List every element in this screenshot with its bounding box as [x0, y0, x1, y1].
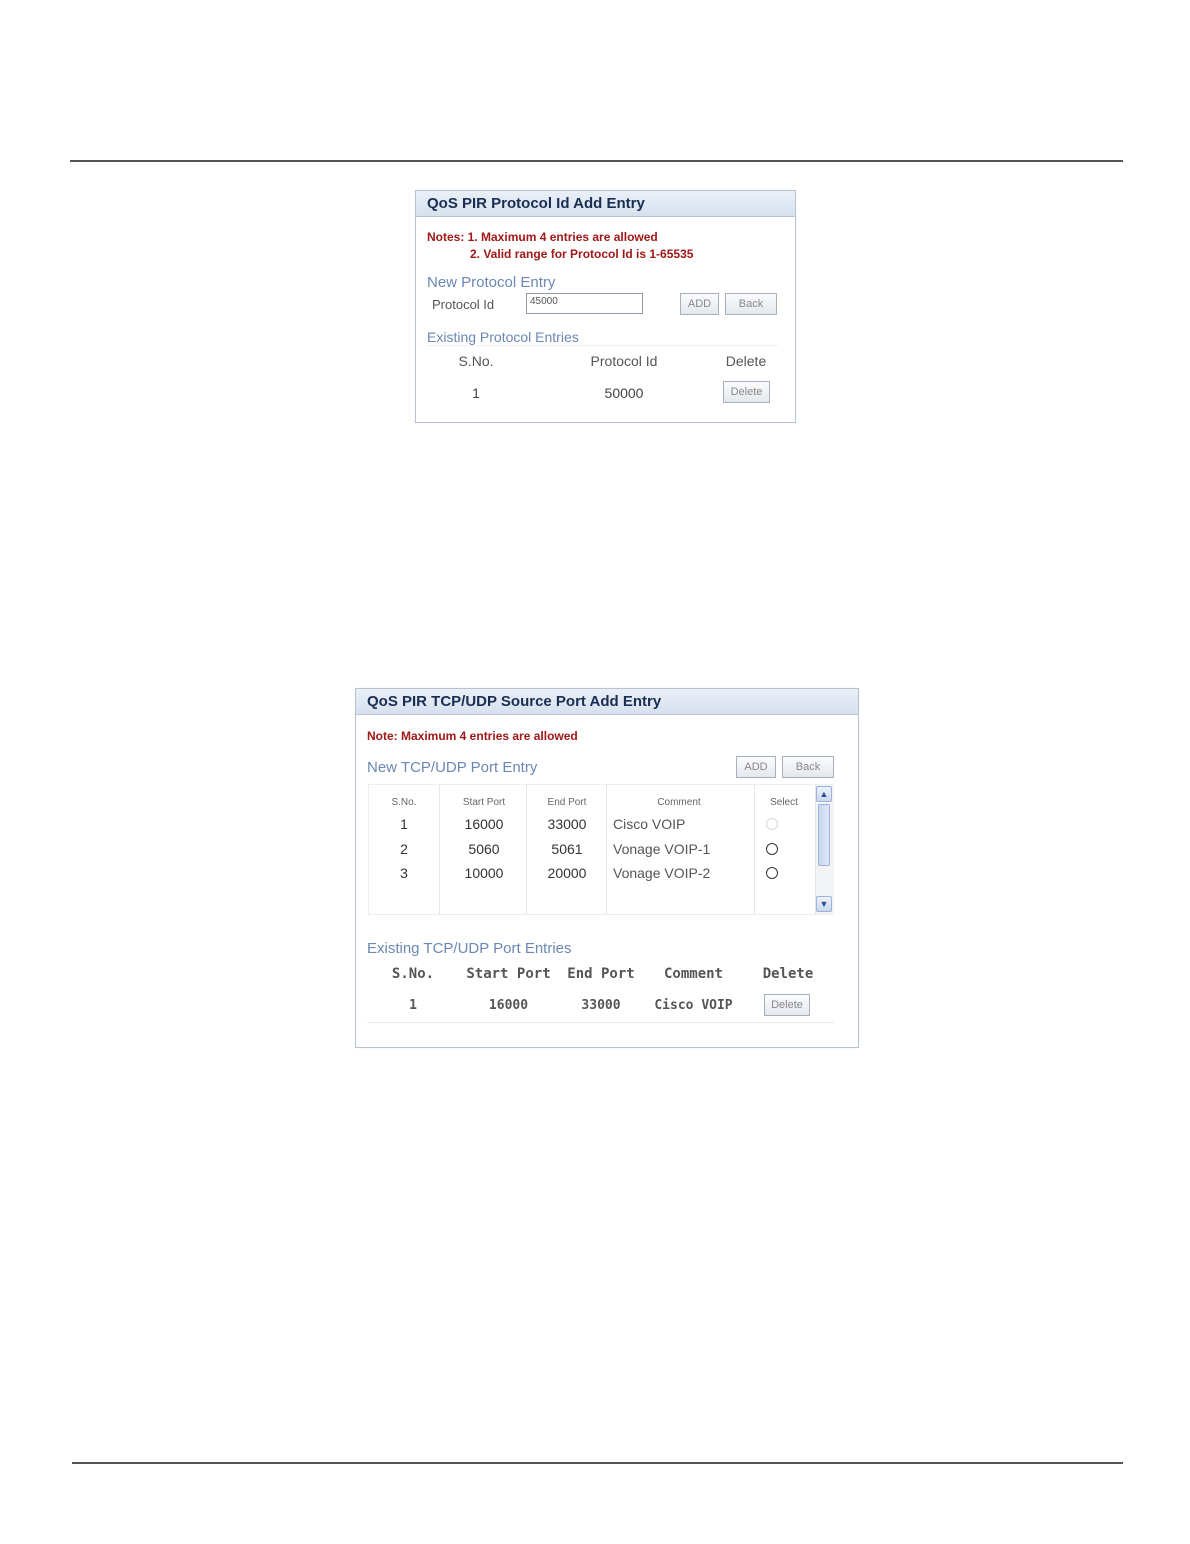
scrollbar-thumb[interactable] [818, 804, 830, 866]
column-header-protocol-id: Protocol Id [590, 353, 658, 369]
list-header-sno: S.No. [391, 797, 417, 808]
new-port-section-heading: New TCP/UDP Port Entry [367, 759, 538, 776]
list-row-2-end-port: 5061 [551, 841, 583, 857]
protocol-id-label: Protocol Id [432, 297, 495, 312]
list-row-2-start-port: 5060 [468, 841, 500, 857]
column-divider [606, 785, 607, 914]
existing-row-sno: 1 [409, 998, 417, 1013]
bottom-divider [72, 1462, 1123, 1464]
back-button[interactable]: Back [725, 293, 777, 315]
list-row-2-select-radio[interactable] [766, 843, 778, 855]
existing-port-section-heading: Existing TCP/UDP Port Entries [367, 940, 572, 957]
column-header-delete: Delete [725, 353, 767, 369]
list-row-3-sno: 3 [400, 865, 408, 881]
list-row-3-comment: Vonage VOIP-2 [613, 865, 711, 881]
list-row-1-end-port: 33000 [547, 816, 587, 832]
new-protocol-section-heading: New Protocol Entry [427, 274, 556, 291]
existing-header-comment: Comment [663, 966, 723, 982]
existing-header-start-port: Start Port [466, 966, 551, 982]
panel-title: QoS PIR Protocol Id Add Entry [416, 191, 795, 217]
list-header-comment: Comment [657, 797, 701, 808]
row-protocol-id: 50000 [604, 385, 644, 401]
add-button[interactable]: ADD [736, 756, 776, 778]
existing-row-comment: Cisco VOIP [654, 998, 733, 1013]
notes-line-2: 2. Valid range for Protocol Id is 1-65535 [470, 247, 694, 261]
column-divider [754, 785, 755, 914]
notes-line-1: Notes: 1. Maximum 4 entries are allowed [427, 230, 658, 244]
list-row-3-select-radio[interactable] [766, 867, 778, 879]
list-row-2-sno: 2 [400, 841, 408, 857]
back-button[interactable]: Back [782, 756, 834, 778]
scroll-down-icon[interactable]: ▼ [816, 896, 832, 912]
row-sno: 1 [472, 385, 480, 401]
existing-header-end-port: End Port [567, 966, 635, 982]
existing-row-end-port: 33000 [581, 998, 621, 1013]
protocol-id-input[interactable]: 45000 [526, 293, 643, 314]
note-max-entries: Note: Maximum 4 entries are allowed [367, 729, 578, 743]
existing-header-delete: Delete [762, 966, 814, 982]
delete-button[interactable]: Delete [723, 381, 770, 403]
add-button[interactable]: ADD [680, 293, 719, 315]
column-header-sno: S.No. [458, 353, 494, 369]
list-row-3-start-port: 10000 [464, 865, 504, 881]
port-list-box [368, 784, 834, 915]
existing-row-start-port: 16000 [488, 998, 529, 1013]
column-divider [439, 785, 440, 914]
list-row-1-start-port: 16000 [464, 816, 504, 832]
top-divider [70, 160, 1123, 162]
list-header-start-port: Start Port [462, 797, 506, 808]
column-divider [526, 785, 527, 914]
list-row-3-end-port: 20000 [547, 865, 587, 881]
panel-title: QoS PIR TCP/UDP Source Port Add Entry [356, 689, 858, 715]
existing-protocol-section-heading: Existing Protocol Entries [427, 329, 579, 345]
existing-table-border [427, 345, 778, 346]
list-row-1-select-radio [766, 818, 778, 830]
list-row-2-comment: Vonage VOIP-1 [613, 841, 711, 857]
list-header-select: Select [770, 797, 798, 808]
tcp-udp-port-panel [355, 688, 859, 1048]
delete-button[interactable]: Delete [764, 994, 810, 1016]
existing-header-sno: S.No. [391, 966, 435, 982]
list-header-end-port: End Port [547, 797, 587, 808]
protocol-id-panel [415, 190, 796, 423]
list-row-1-sno: 1 [400, 816, 408, 832]
scroll-up-icon[interactable]: ▲ [816, 786, 832, 802]
list-row-1-comment: Cisco VOIP [613, 816, 686, 832]
existing-table-bottom-border [367, 1022, 834, 1023]
